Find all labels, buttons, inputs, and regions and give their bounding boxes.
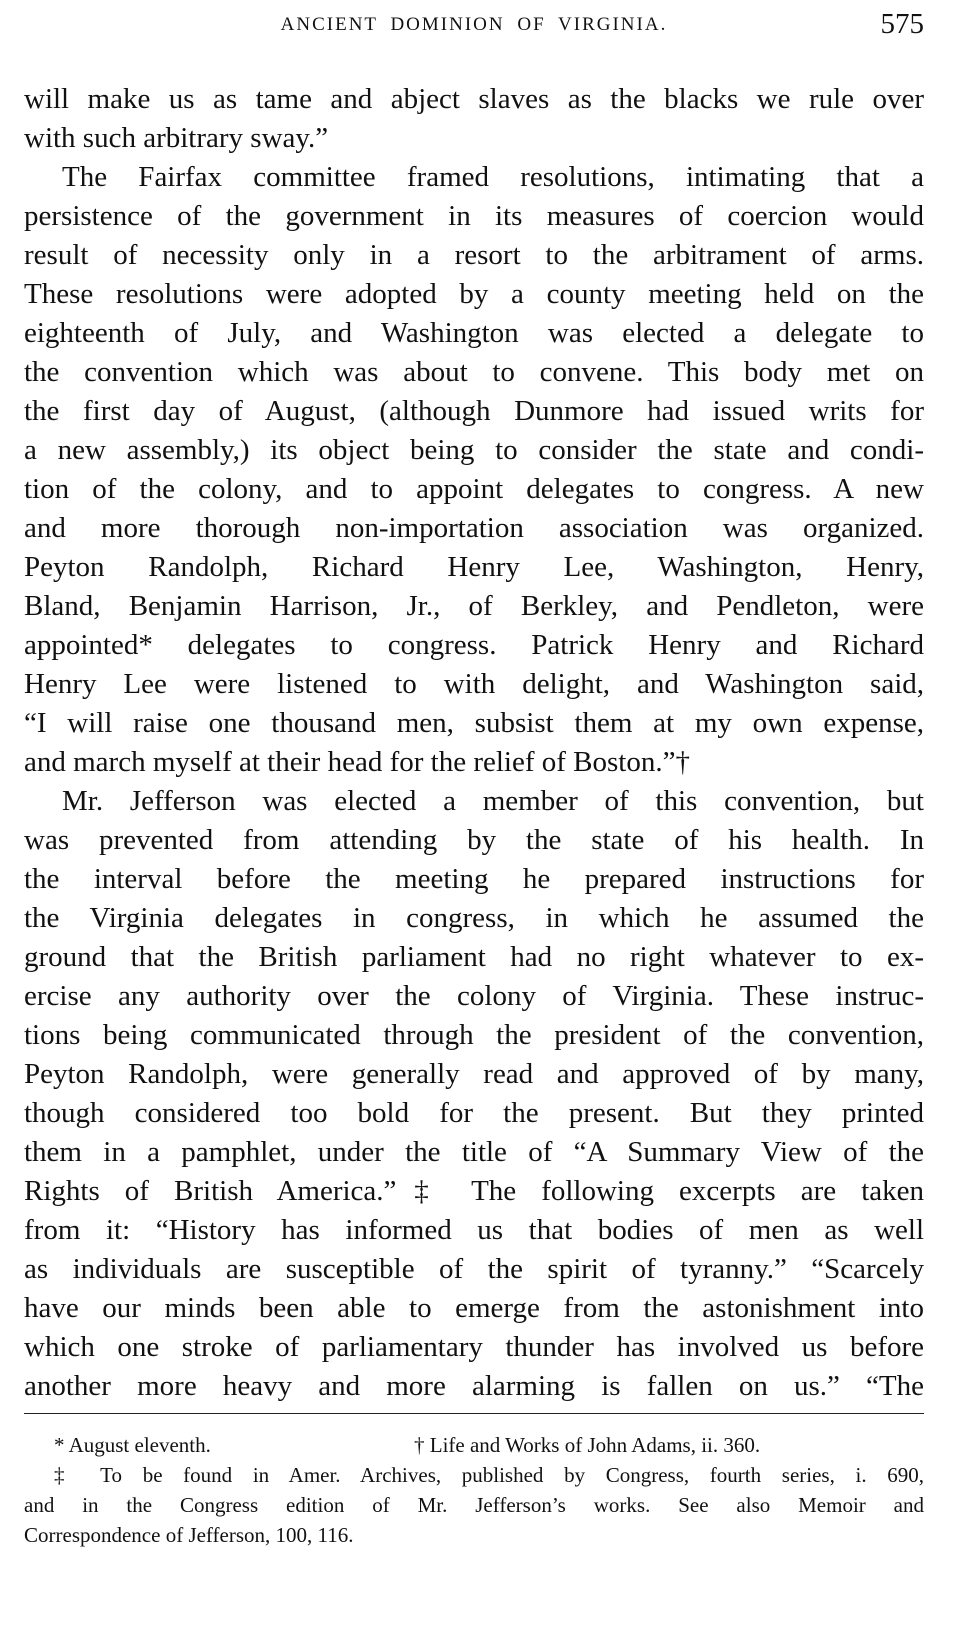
text-line: These resolutions were adopted by a county meeting held on the: [24, 278, 924, 310]
text-line: Rights of British America.”‡ The following excerpts are taken: [24, 1175, 924, 1207]
text-line: the interval before the meeting he prepared instructions for: [24, 863, 924, 895]
body-text: [24, 80, 924, 1406]
text-line: ground that the British parliament had no right whatever to ex-: [24, 941, 924, 973]
running-header: [24, 8, 924, 48]
text-line: Peyton Randolph, were generally read and approved of by many,: [24, 1058, 924, 1090]
footnote-star: * August eleventh.: [54, 1433, 211, 1457]
text-line: The Fairfax committee framed resolutions, intimating that a: [62, 161, 924, 193]
text-line: as individuals are susceptible of the spirit of tyranny.” “Scarcely: [24, 1253, 924, 1285]
text-line: and march myself at their head for the relief of Boston.”†: [24, 746, 690, 778]
text-line: from it: “History has informed us that bodies of men as well: [24, 1214, 924, 1246]
footnote-double-dagger-line: and in the Congress edition of Mr. Jefferson’s works. See also Memoir and: [24, 1493, 924, 1517]
text-line: tions being communicated through the president of the convention,: [24, 1019, 924, 1051]
text-line: was prevented from attending by the state of his health. In: [24, 824, 924, 856]
text-line: them in a pamphlet, under the title of “A Summary View of the: [24, 1136, 924, 1168]
text-line: the convention which was about to convene. This body met on: [24, 356, 924, 388]
text-line: with such arbitrary sway.”: [24, 122, 329, 154]
text-line: a new assembly,) its object being to consider the state and condi-: [24, 434, 924, 466]
text-line: “I will raise one thousand men, subsist them at my own expense,: [24, 707, 924, 739]
text-line: result of necessity only in a resort to the arbitrament of arms.: [24, 239, 924, 271]
footnotes: [24, 1430, 924, 1550]
text-line: appointed* delegates to congress. Patrick Henry and Richard: [24, 629, 924, 661]
footnote-divider: [24, 1413, 924, 1414]
text-line: Henry Lee were listened to with delight, and Washington said,: [24, 668, 924, 700]
text-line: eighteenth of July, and Washington was elected a delegate to: [24, 317, 924, 349]
text-line: ercise any authority over the colony of Virginia. These instruc-: [24, 980, 924, 1012]
footnote-double-dagger-line: Correspondence of Jefferson, 100, 116.: [24, 1523, 354, 1547]
footnote-dagger: † Life and Works of John Adams, ii. 360.: [414, 1433, 761, 1457]
text-line: have our minds been able to emerge from the astonishment into: [24, 1292, 924, 1324]
text-line: Bland, Benjamin Harrison, Jr., of Berkley, and Pendleton, were: [24, 590, 924, 622]
text-line: Mr. Jefferson was elected a member of this convention, but: [62, 785, 924, 817]
text-line: tion of the colony, and to appoint delegates to congress. A new: [24, 473, 924, 505]
text-line: another more heavy and more alarming is fallen on us.” “The: [24, 1370, 924, 1402]
text-line: which one stroke of parliamentary thunder has involved us before: [24, 1331, 924, 1363]
running-title: ANCIENT DOMINION OF VIRGINIA.: [280, 14, 668, 35]
footnote-row: [24, 1430, 924, 1460]
text-line: the first day of August, (although Dunmore had issued writs for: [24, 395, 924, 427]
text-line: will make us as tame and abject slaves as the blacks we rule over: [24, 83, 924, 115]
text-line: though considered too bold for the present. But they printed: [24, 1097, 924, 1129]
text-line: the Virginia delegates in congress, in which he assumed the: [24, 902, 924, 934]
page-number: 575: [880, 8, 924, 40]
text-line: Peyton Randolph, Richard Henry Lee, Washington, Henry,: [24, 551, 924, 583]
text-line: and more thorough non-importation association was organized.: [24, 512, 924, 544]
text-line: persistence of the government in its measures of coercion would: [24, 200, 924, 232]
footnote-double-dagger-line: ‡ To be found in Amer. Archives, published by Congress, fourth series, i. 690,: [54, 1463, 924, 1487]
